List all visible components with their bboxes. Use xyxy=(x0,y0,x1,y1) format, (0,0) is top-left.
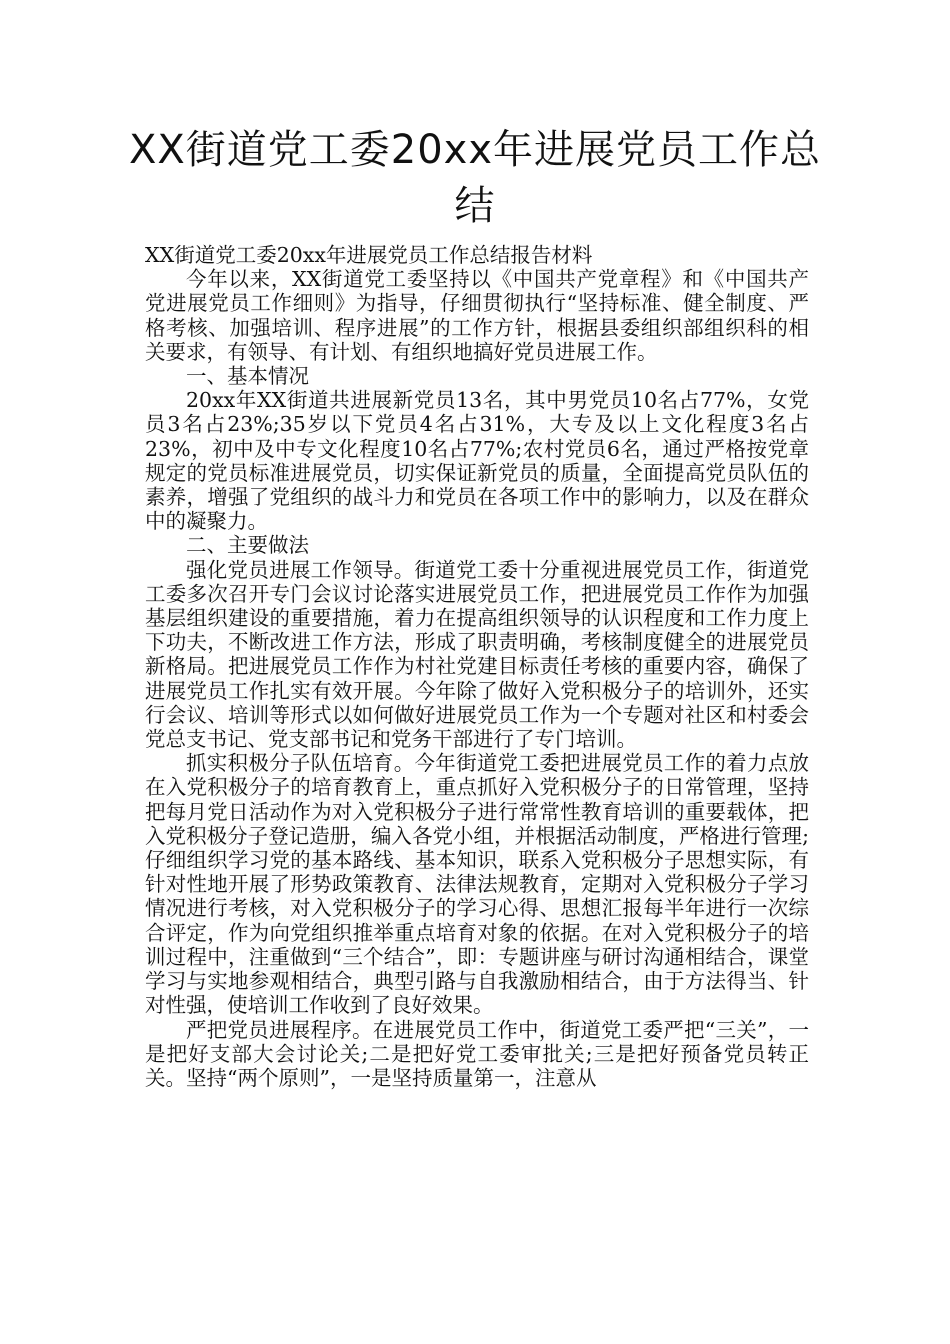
document-body xyxy=(145,243,809,1090)
document-subtitle: XX街道党工委20xx年进展党员工作总结报告材料 xyxy=(145,243,593,267)
paragraph-activist-training: 抓实积极分子队伍培育。今年街道党工委把进展党员工作的着力点放在入党积极分子的培育教育上，重点抓好入党积极分子的日常管理，坚持把每月党日活动作为对入党积极分子进行常常性教育培训的重要载体，把入党积极分子登记造册，编入各党小组，并根据活动制度，严格进行管理;仔细组织学习党的基本路线、基本知识，联系入党积极分子思想实际，有针对性地开展了形势政策教育、法律法规教育，定期对入党积极分子学习情况进行考核，对入党积极分子的学习心得、思想汇报每半年进行一次综合评定，作为向党组织推举重点培育对象的依据。在对入党积极分子的培训过程中，注重做到“三个结合”，即：专题讲座与研讨沟通相结合，课堂学习与实地参观相结合，典型引路与自我激励相结合，由于方法得当、针对性强，使培训工作收到了良好效果。 xyxy=(145,751,809,1018)
paragraph-intro: 今年以来，XX街道党工委坚持以《中国共产党章程》和《中国共产党进展党员工作细则》为指导，仔细贯彻执行“坚持标准、健全制度、严格考核、加强培训、程序进展”的工作方针，根据县委组织部组织科的相关要求，有领导、有计划、有组织地搞好党员进展工作。 xyxy=(145,267,809,364)
section-heading-main-practices: 二、主要做法 xyxy=(186,533,309,558)
document-title: XX街道党工委20xx年进展党员工作总结 xyxy=(128,127,822,229)
section-heading-basic-situation: 一、基本情况 xyxy=(186,364,309,389)
paragraph-basic-situation: 20xx年XX街道共进展新党员13名，其中男党员10名占77%，女党员3名占23%;35岁以下党员4名占31%，大专及以上文化程度3名占23%，初中及中专文化程度10名占77%;农村党员6名，通过严格按党章规定的党员标准进展党员，切实保证新党员的质量，全面提高党员队伍的素养，增强了党组织的战斗力和党员在各项工作中的影响力，以及在群众中的凝聚力。 xyxy=(145,388,809,534)
paragraph-strengthen-leadership: 强化党员进展工作领导。街道党工委十分重视进展党员工作，街道党工委多次召开专门会议讨论落实进展党员工作，把进展党员工作作为加强基层组织建设的重要措施，着力在提高组织领导的认识程度和工作力度上下功夫，不断改进工作方法，形成了职责明确，考核制度健全的进展党员新格局。把进展党员工作作为村社党建目标责任考核的重要内容，确保了进展党员工作扎实有效开展。今年除了做好入党积极分子的培训外，还实行会议、培训等形式以如何做好进展党员工作为一个专题对社区和村委会党总支书记、党支部书记和党务干部进行了专门培训。 xyxy=(145,557,809,752)
paragraph-strict-procedure: 严把党员进展程序。在进展党员工作中，街道党工委严把“三关”，一是把好支部大会讨论关;二是把好党工委审批关;三是把好预备党员转正关。坚持“两个原则”，一是坚持质量第一，注意从 xyxy=(145,1017,809,1090)
